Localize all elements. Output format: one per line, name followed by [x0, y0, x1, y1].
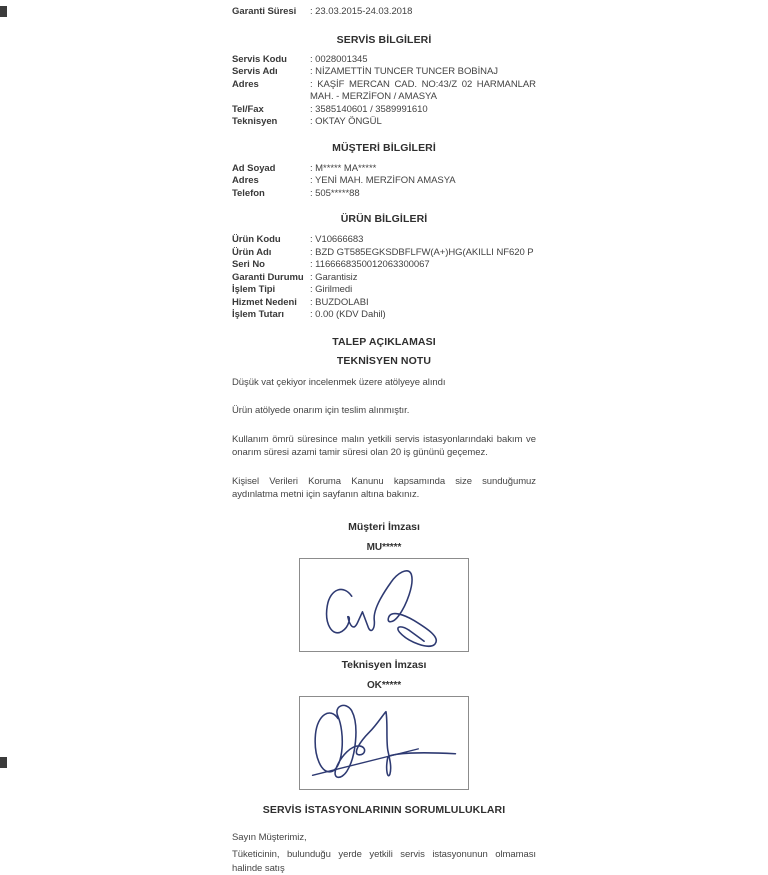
- technician-signature-image: [300, 697, 468, 789]
- service-info-rows: [232, 54, 536, 129]
- responsibilities-truncated-line: Tüketicinin, bulunduğu yerde yetkili servis istasyonunun olmaması halinde satış: [232, 849, 536, 874]
- field-label: Ürün Adı: [232, 246, 272, 258]
- warranty-period-row: [232, 6, 536, 19]
- note-paragraph: Kişisel Verileri Koruma Kanunu kapsamında size sunduğumuz aydınlatma metni için sayfanın altına bakınız.: [232, 475, 536, 500]
- field-label: Tel/Fax: [232, 103, 264, 115]
- field-value: : KAŞİF MERCAN CAD. NO:43/Z 02 HARMANLAR MAH. - MERZİFON / AMASYA: [310, 78, 536, 102]
- info-row: [232, 284, 536, 297]
- field-value: : YENİ MAH. MERZİFON AMASYA: [310, 175, 456, 186]
- field-label: Garanti Durumu: [232, 271, 304, 283]
- customer-signature-box: [299, 558, 469, 652]
- field-value: : 1166668350012063300067: [310, 259, 430, 270]
- field-label: Servis Kodu: [232, 53, 287, 65]
- technician-signature-box: [299, 696, 469, 790]
- field-value: : BZD GT585EGKSDBFLFW(A+)HG(AKILLI NF620 P: [310, 246, 534, 258]
- field-label: Teknisyen: [232, 116, 278, 127]
- field-value: : 3585140601 / 3589991610: [310, 103, 428, 115]
- field-label: Hizmet Nedeni: [232, 296, 297, 308]
- field-label: Servis Adı: [232, 66, 278, 77]
- info-row: [232, 175, 536, 188]
- service-info-heading: SERVİS BİLGİLERİ: [336, 33, 432, 46]
- field-label: Seri No: [232, 259, 265, 270]
- info-row: [232, 188, 536, 201]
- info-row: [232, 54, 536, 67]
- technician-signature-heading: Teknisyen İmzası: [341, 658, 427, 671]
- note-paragraph: Kullanım ömrü süresince malın yetkili servis istasyonlarındaki bakım ve onarım süresi azami tamir süresi olan 20 iş gününü geçemez.: [232, 433, 536, 458]
- field-label: Telefon: [232, 187, 265, 199]
- request-description-heading: TALEP AÇIKLAMASI: [332, 335, 436, 348]
- technician-note-paragraphs: [232, 376, 536, 502]
- info-row: [232, 79, 536, 104]
- field-value: : Garantisiz: [310, 271, 358, 283]
- field-label: Adres: [232, 78, 259, 90]
- field-label: Garanti Süresi: [232, 6, 297, 17]
- field-value: : OKTAY ÖNGÜL: [310, 116, 382, 127]
- field-label: Adres: [232, 175, 259, 186]
- customer-signature-heading: Müşteri İmzası: [348, 520, 420, 533]
- customer-signature-image: [300, 559, 468, 651]
- field-value: : 23.03.2015-24.03.2018: [310, 6, 413, 17]
- info-row: [232, 309, 536, 322]
- field-label: İşlem Tipi: [232, 284, 276, 295]
- field-value: : 505*****88: [310, 187, 360, 199]
- info-row: [232, 259, 536, 272]
- field-label: Ürün Kodu: [232, 234, 281, 245]
- customer-info-rows: [232, 163, 536, 201]
- technician-note-heading: TEKNİSYEN NOTU: [336, 354, 432, 367]
- document-body: [232, 0, 536, 875]
- product-info-rows: [232, 234, 536, 322]
- page-edge-artifact-top: [0, 6, 7, 17]
- info-row: [232, 163, 536, 176]
- info-row: [232, 116, 536, 129]
- info-row: [232, 104, 536, 117]
- product-info-heading: ÜRÜN BİLGİLERİ: [340, 213, 428, 225]
- note-paragraph: Düşük vat çekiyor incelenmek üzere atölyeye alındı: [232, 376, 446, 388]
- responsibilities-heading: SERVİS İSTASYONLARININ SORUMLULUKLARI: [262, 803, 506, 816]
- customer-info-heading: MÜŞTERİ BİLGİLERİ: [332, 141, 436, 154]
- note-paragraph: Ürün atölyede onarım için teslim alınmıştır.: [232, 405, 410, 416]
- info-row: [232, 272, 536, 285]
- field-value: : NİZAMETTİN TUNCER TUNCER BOBİNAJ: [310, 66, 498, 77]
- customer-greeting: Sayın Müşterimiz,: [232, 831, 307, 843]
- field-value: : 0.00 (KDV Dahil): [310, 309, 386, 320]
- field-value: : Girilmedi: [310, 284, 353, 295]
- customer-masked-name: MU*****: [366, 541, 402, 553]
- field-label: Ad Soyad: [232, 162, 276, 174]
- field-value: : V10666683: [310, 234, 364, 245]
- field-value: : 0028001345: [310, 53, 368, 65]
- info-row: [232, 297, 536, 310]
- info-row: [232, 234, 536, 247]
- field-value: : BUZDOLABI: [310, 296, 369, 308]
- info-row: [232, 247, 536, 260]
- field-value: : M***** MA*****: [310, 162, 377, 174]
- info-row: [232, 66, 536, 79]
- field-label: İşlem Tutarı: [232, 309, 285, 320]
- technician-masked-name: OK*****: [366, 679, 402, 691]
- page-edge-artifact-bottom: [0, 757, 7, 768]
